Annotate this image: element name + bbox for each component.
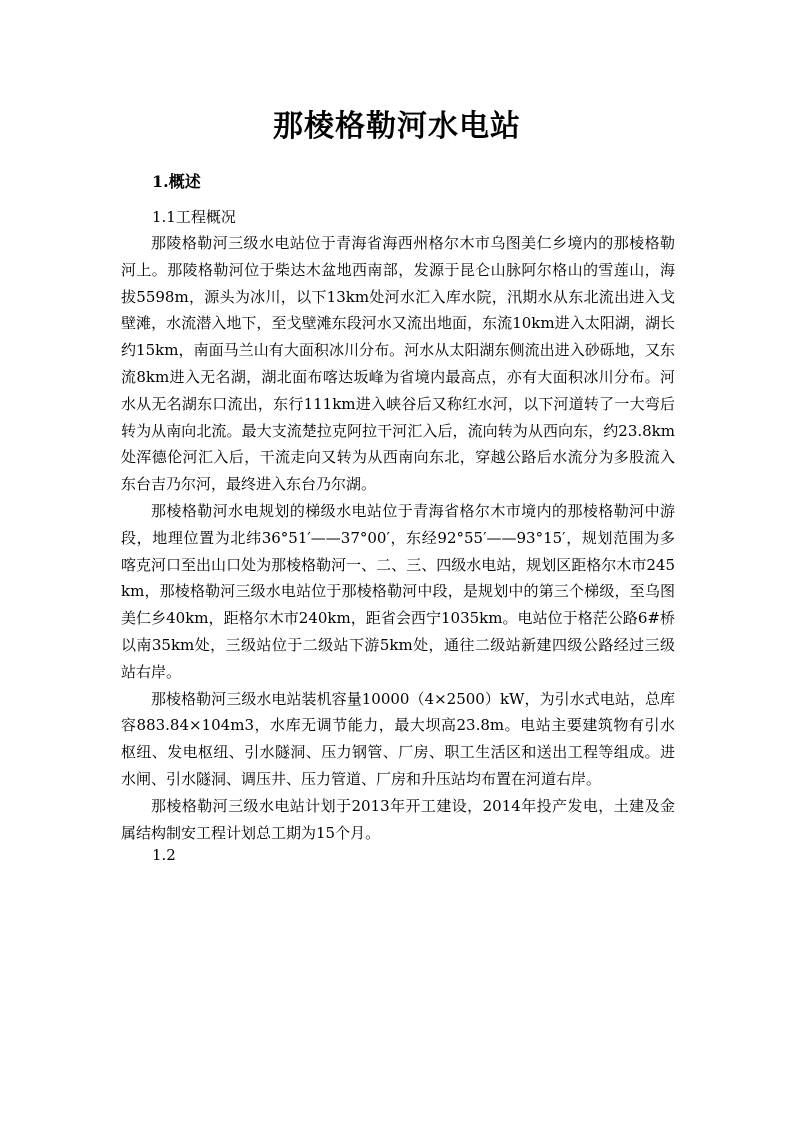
paragraph-capacity: 那棱格勒河三级水电站装机容量10000（4×2500）kW，为引水式电站，总库容883.84×104m3，水库无调节能力，最大坝高23.8m。电站主要建筑物有引水枢纽、发电枢纽、引水隧洞、压力钢管、厂房、职工生活区和送出工程等组成。进水闸、引水隧洞、调压井、压力管道、厂房和升压站均布置在河道右岸。	[121, 689, 675, 788]
body-text	[121, 230, 675, 846]
subsection-heading: 1.1工程概况	[152, 208, 236, 226]
paragraph-schedule: 那棱格勒河三级水电站计划于2013年开工建设，2014年投产发电，土建及金属结构制安工程计划总工期为15个月。	[121, 796, 675, 842]
document-title: 那棱格勒河水电站	[273, 109, 521, 144]
section-heading: 1.概述	[152, 172, 201, 191]
next-section-heading: 1.2	[152, 846, 176, 864]
paragraph-overview: 那陵格勒河三级水电站位于青海省海西州格尔木市乌图美仁乡境内的那棱格勒河上。那陵格勒河位于柴达木盆地西南部，发源于昆仑山脉阿尔格山的雪莲山，海拔5598m，源头为冰川，以下13km处河水汇入库水院，汛期水从东北流出进入戈壁滩，水流潜入地下，至戈壁滩东段河水又流出地面，东流10km进入太阳湖，湖长约15km，南面马兰山有大面积冰川分布。河水从太阳湖东侧流出进入砂砾地，又东流8km进入无名湖，湖北面布喀达坂峰为省境内最高点，亦有大面积冰川分布。河水从无名湖东口流出，东行111km进入峡谷后又称红水河，以下河道转了一大弯后转为从南向北流。最大支流楚拉克阿拉干河汇入后，流向转为从西向东，约23.8km处浑德伦河汇入后，干流走向又转为从西南向东北，穿越公路后水流分为多股流入东台吉乃尔河，最终进入东台乃尔湖。	[121, 234, 675, 494]
paragraph-location: 那棱格勒河水电规划的梯级水电站位于青海省格尔木市境内的那棱格勒河中游段，地理位置为北纬36°51′——37°00′，东经92°55′——93°15′，规划范围为多喀克河口至出山口处为那棱格勒河一、二、三、四级水电站，规划区距格尔木市245km，那棱格勒河三级水电站位于那棱格勒河中段，是规划中的第三个梯级，至乌图美仁乡40km，距格尔木市240km，距省会西宁1035km。电站位于格茫公路6#桥以南35km处，三级站位于二级站下游5km处，通往二级站新建四级公路经过三级站右岸。	[121, 501, 675, 681]
